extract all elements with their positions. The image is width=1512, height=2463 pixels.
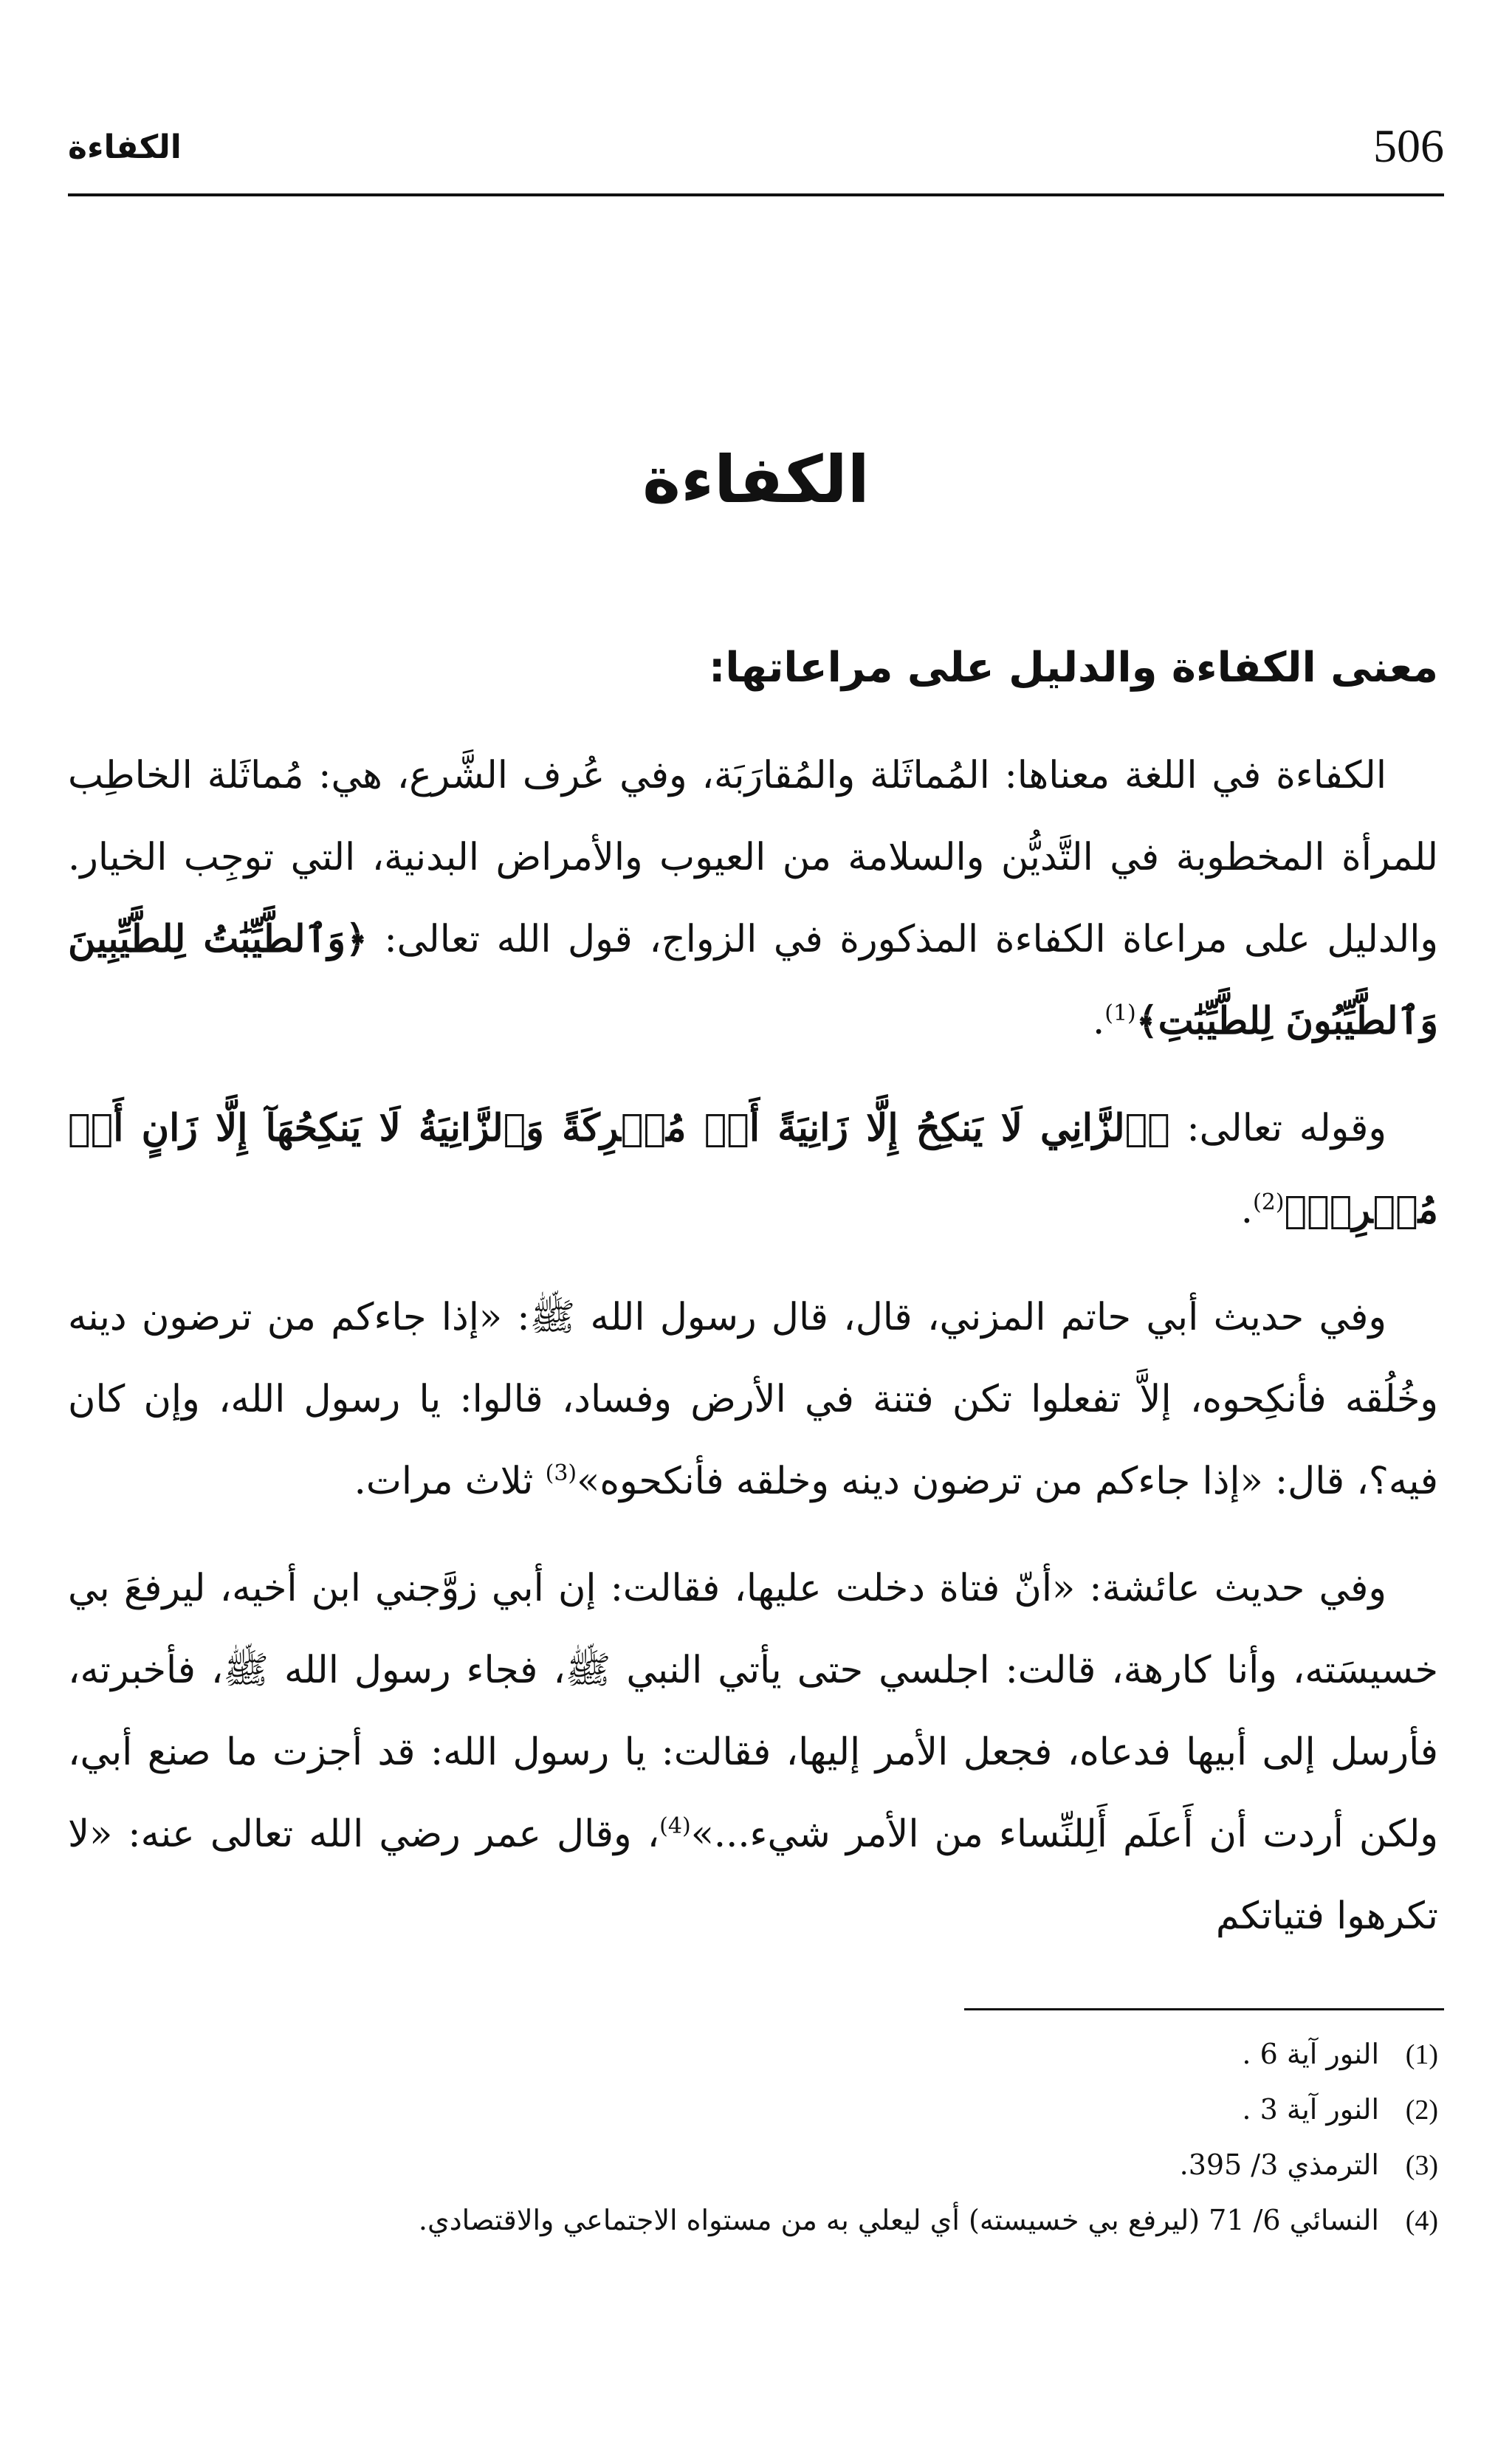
paragraph-text: وفي حديث عائشة: «أنّ فتاة دخلت عليها، فقالت: إن أبي زوَّجني ابن أخيه، ليرفعَ بي خسيسَته، وأنا كارهة، قالت: اجلسي حتى يأتي النبي ﷺ، فجاء رسول الله ﷺ، فأخبرته، فأرسل إلى أبيها فدعاه، فجعل الأمر إليها، فقالت: يا رسول الله: قد أجزت ما صنع أبي، ولكن أردت أن أَعلَم أَلِلنِّساء من الأمر شيء...» [68,1567,1438,1856]
header-rule [68,193,1444,196]
paragraph-second-verse [68,1088,1438,1251]
footnote-text: النور آية 6 . [1242,2038,1379,2070]
footnote [68,2137,1438,2193]
footnote-ref[interactable]: (2) [1252,1189,1285,1215]
page-number: 506 [1373,120,1444,172]
running-title: الكفاءة [68,128,182,166]
paragraph-end: . [1240,1189,1253,1232]
footnote-number: (1) [1405,2039,1438,2070]
running-head [68,111,1444,192]
footnote-rule [964,2008,1444,2010]
footnote-ref[interactable]: (4) [659,1813,691,1839]
quran-verse: ﴿وَٱلطَّيِّبَٰتُ لِلطَّيِّبِينَ وَٱلطَّيِّبُونَ لِلطَّيِّبَٰتِ﴾ [68,917,1438,1043]
paragraph-definition [68,735,1438,1062]
chapter-title: الكفاءة [642,442,870,518]
footnote [68,2027,1438,2082]
footnote-ref[interactable]: (3) [545,1460,577,1486]
footnotes [68,2027,1438,2248]
paragraph-text: الكفاءة في اللغة معناها: المُماثَلة والمُقارَبَة، وفي عُرف الشَّرع، هي: مُماثَلة الخاطِب للمرأة المخطوبة في التَّديُّن والسلامة من العيوب والأمراض البدنية، التي توجِب الخيار. والدليل على مراعاة الكفاءة المذكورة في الزواج، قول الله تعالى: [68,754,1439,961]
quran-verse: ﴿ٱلزَّانِي لَا يَنكِحُ إِلَّا زَانِيَةً أَوۡ مُشۡرِكَةً وَٱلزَّانِيَةُ لَا يَنكِحُهَآ إِلَّا زَانٍ أَوۡ مُشۡرِكٞ﴾ [68,1106,1438,1232]
footnote-text: النسائي 6/ 71 (ليرفع بي خسيسته) أي ليعلي به من مستواه الاجتماعي والاقتصادي. [418,2204,1379,2236]
paragraph-text: وقوله تعالى: [1186,1107,1386,1150]
footnote-number: (4) [1405,2205,1438,2236]
paragraph-end: ثلاث مرات. [354,1460,534,1503]
section-heading: معنى الكفاءة والدليل على مراعاتها: [708,644,1438,692]
paragraph-hadith-aisha [68,1547,1438,1957]
paragraph-end: . [1093,1000,1105,1043]
footnote-number: (3) [1405,2150,1438,2181]
footnote-text: الترمذي 3/ 395. [1179,2148,1379,2181]
body-text [68,735,1438,1982]
paragraph-end: ، وقال عمر رضي الله تعالى عنه: «لا تكرهوا فتياتكم [68,1813,1438,1938]
footnote [68,2082,1438,2137]
footnote [68,2193,1438,2248]
paragraph-text: وفي حديث أبي حاتم المزني، قال، قال رسول الله ﷺ: «إذا جاءكم من ترضون دينه وخُلُقه فأنكِحوه، إلاَّ تفعلوا تكن فتنة في الأرض وفساد، قالوا: يا رسول الله، وإن كان فيه؟، قال: «إذا جاءكم من ترضون دينه وخلقه فأنكحوه» [68,1296,1439,1503]
footnote-ref[interactable]: (1) [1104,1000,1136,1026]
footnote-number: (2) [1405,2095,1438,2126]
paragraph-hadith-abu-hatim [68,1277,1438,1522]
footnote-text: النور آية 3 . [1242,2093,1379,2126]
